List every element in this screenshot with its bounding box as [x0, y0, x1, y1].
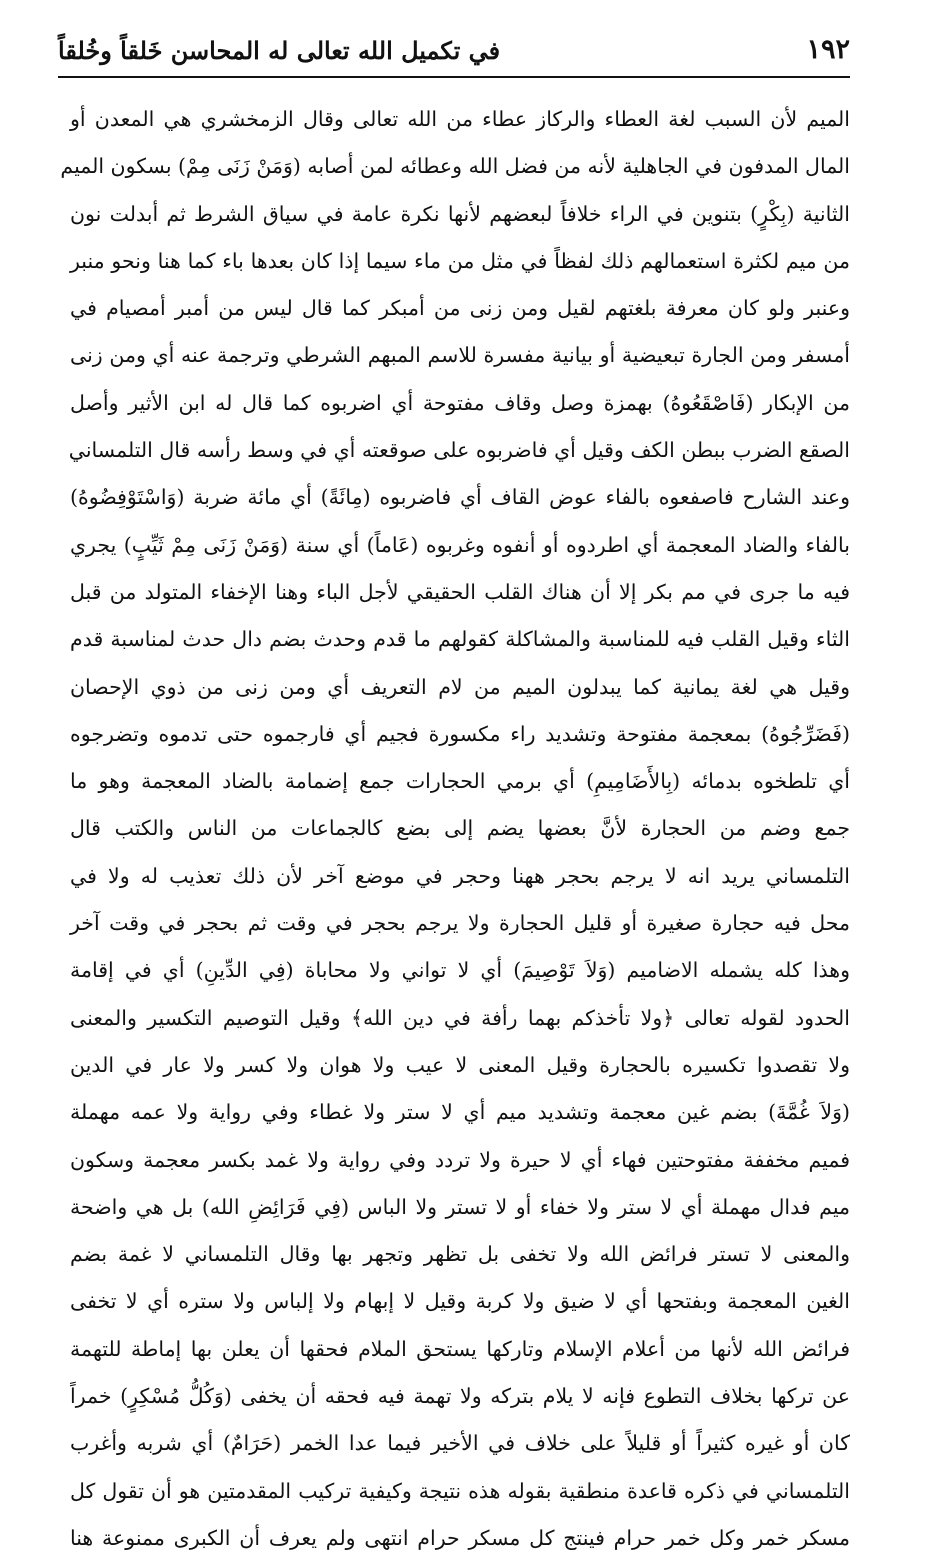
running-title: في تكميل الله تعالى له المحاسن خَلقاً وخُلقاً [58, 36, 501, 65]
text-line: الثاء وقيل القلب فيه للمناسبة والمشاكلة كقولهم ما قدم وحدث بضم دال حدث لمناسبة قدم [70, 627, 850, 652]
text-line: مسكر خمر وكل خمر حرام فينتج كل مسكر حرام انتهى ولم يعرف أن الكبرى ممنوعة هنا [70, 1525, 850, 1550]
page-number: ١٩٢ [806, 34, 850, 65]
text-line: من الإبكار (فَاصْقَعُوهُ) بهمزة وصل وقاف مفتوحة أي اضربوه كما قال له ابن الأثير وأصل [70, 390, 850, 415]
text-line: أي تلطخوه بدمائه (بِالأَضَامِيمِ) أي برمي الحجارات جمع إضمامة بالضاد المعجمة وهو ما [70, 769, 850, 794]
text-line: التلمساني في ذكره قاعدة منطقية بقوله هذه نتيجة وكيفية تركيب المقدمتين هو أن تقول كل [70, 1478, 850, 1503]
text-line: وقيل هي لغة يمانية كما يبدلون الميم من لام التعريف أي ومن زنى من ذوي الإحصان [70, 674, 850, 699]
body-text [60, 96, 851, 1562]
text-line: وعنبر ولو كان معرفة بلغتهم لقيل ومن زنى من أمبكر كما قال ليس من أمبر أمصيام في [70, 296, 850, 321]
text-line: (وَلاَ غُمَّةَ) بضم غين معجمة وتشديد ميم أي لا ستر ولا غطاء وفي رواية ولا عمه مهملة [70, 1100, 850, 1125]
text-line: ولا تقصدوا تكسيره بالحجارة وقيل المعنى لا عيب ولا هوان ولا كسر ولا عار في الدين [70, 1052, 850, 1077]
text-line: الميم لأن السبب لغة العطاء والركاز عطاء من الله تعالى وقال الزمخشري هي المعدن أو [70, 107, 850, 131]
text-line: الغين المعجمة وبفتحها أي لا ضيق ولا كربة وقيل لا إبهام ولا إلباس ولا ستره أي لا تخفى [70, 1289, 850, 1314]
text-line: جمع وضم من الحجارة لأنَّ بعضها يضم إلى بضع كالجماعات من الناس والكتب قال [70, 816, 850, 841]
text-line: كان أو غيره كثيراً أو قليلاً على خلاف في الأخير فيما عدا الخمر (حَرَامٌ) أي شربه وأغرب [70, 1431, 850, 1456]
text-line: التلمساني يريد انه لا يرجم بحجر ههنا وحجر في موضع آخر لأن ذلك تعذيب له ولا في [70, 863, 850, 888]
text-line: الثانية (بِكْرٍ) بتنوين في الراء خلافاً لبعضهم لأنها نكرة عامة في سياق الشرط ثم أبدلت نون [70, 201, 850, 226]
text-line: فرائض الله لأنها من أعلام الإسلام وتاركها يستحق الملام فحقها أن يعلن بها إماطة للتهمة [70, 1336, 850, 1361]
text-line: محل فيه حجارة صغيرة أو قليل الحجارة ولا يرجم بحجر في وقت ثم بحجر في وقت آخر [70, 911, 850, 936]
text-line: عن تركها بخلاف التطوع فإنه لا يلام بتركه ولا تهمة فيه فحقه أن يخفى (وَكُلُّ مُسْكِرٍ) خمراً [70, 1384, 850, 1409]
text-line: فيه ما جرى في مم بكر إلا أن هناك القلب الحقيقي لأجل الباء وهنا الإخفاء المتولد من قبل [70, 579, 850, 604]
text-line: أمسفر ومن الجارة تبعيضية أو بيانية مفسرة للاسم المبهم الشرطي وترجمة عنه أي ومن زنى [70, 343, 851, 368]
text-line: من ميم لكثرة استعمالهم ذلك لفظاً في مثل من ماء سيما إذا كان بعدها باء كما هنا ونحو منبر [70, 248, 850, 273]
text-line: وهذا كله يشمله الاضاميم (وَلاَ تَوْصِيمَ) أي لا تواني ولا محاباة (فِي الدِّينِ) أي في إقامة [70, 958, 850, 983]
text-line: ميم فدال مهملة أي لا ستر ولا خفاء أو لا تستر ولا الباس (فِي فَرَائِضِ الله) بل هي واضحة [70, 1194, 850, 1219]
text-line: فميم مخففة مفتوحتين فهاء أي لا حيرة ولا تردد وفي رواية ولا غمد بكسر معجمة وسكون [70, 1147, 850, 1172]
text-line: وعند الشارح فاصفعوه بالفاء عوض القاف أي فاضربوه (مِائَةً) أي مائة ضربة (وَاسْتَوْفِضُوهُ) [70, 485, 850, 510]
text-line: الحدود لقوله تعالى ﴿ولا تأخذكم بهما رأفة في دين الله﴾ وقيل التوصيم التكسير والمعنى [70, 1005, 850, 1030]
header-rule [58, 76, 850, 78]
text-line: المال المدفون في الجاهلية لأنه من فضل الله وعطائه لمن أصابه (وَمَنْ زَنَى مِمْ) بسكون الميم [60, 154, 850, 179]
text-line: (فَضَرِّجُوهُ) بمعجمة مفتوحة وتشديد راء مكسورة فجيم أي فارجموه حتى تدموه وتضرجوه [70, 721, 850, 746]
text-line: والمعنى لا تستر فرائض الله ولا تخفى بل تظهر وتجهر بها وقال التلمساني لا غمة بضم [70, 1242, 850, 1267]
page-header [58, 26, 850, 76]
text-line: بالفاء والضاد المعجمة أي اطردوه أو أنفوه وغربوه (عَاماً) أي سنة (وَمَنْ زَنَى مِمْ ثَيِّبٍ) يجري [70, 532, 850, 557]
text-line: الصقع الضرب ببطن الكف وقيل أي فاضربوه على صوقعته أي في وسط رأسه قال التلمساني [68, 438, 850, 463]
